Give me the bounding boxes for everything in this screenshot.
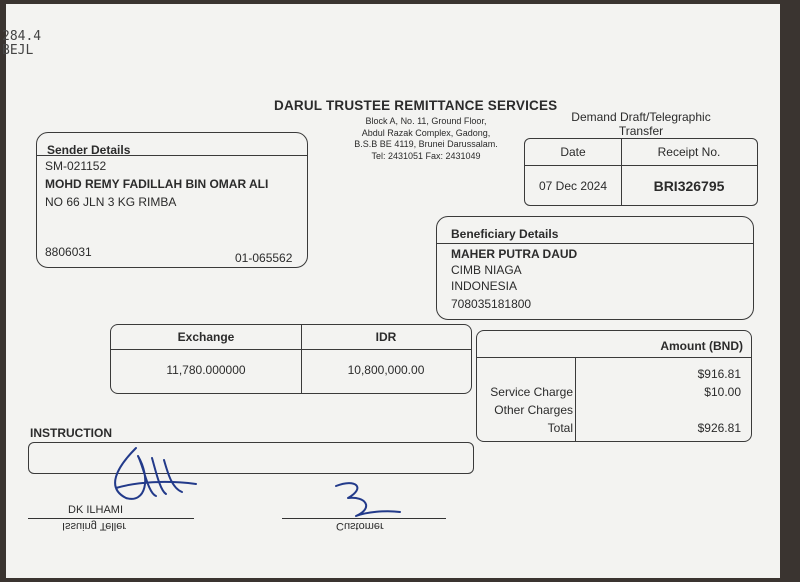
sender-details-box xyxy=(36,132,308,268)
total-label: Total xyxy=(547,421,573,435)
beneficiary-country: INDONESIA xyxy=(451,279,518,293)
sender-code: 01-065562 xyxy=(235,251,293,265)
amount-header: Amount (BND) xyxy=(660,339,743,353)
corner-line-2: BEJL xyxy=(2,43,34,58)
receipt-number: BRI326795 xyxy=(653,178,725,194)
customer-signature-line xyxy=(282,518,446,519)
sender-id: SM-021152 xyxy=(45,159,107,173)
address-line-3: B.S.B BE 4119, Brunei Darussalam. xyxy=(354,139,498,149)
company-address xyxy=(326,116,526,162)
address-line-2: Abdul Razak Complex, Gadong, xyxy=(361,127,491,138)
issuer-signature-line xyxy=(28,518,194,519)
beneficiary-account: 708035181800 xyxy=(451,297,532,311)
sender-phone: 8806031 xyxy=(45,245,92,259)
total-value: $926.81 xyxy=(697,421,741,435)
instruction-box xyxy=(28,442,474,474)
sender-name: MOHD REMY FADILLAH BIN OMAR ALI xyxy=(45,177,269,191)
sender-header: Sender Details xyxy=(47,143,131,157)
date-label: Date xyxy=(560,145,586,159)
service-charge-value: $10.00 xyxy=(704,385,741,399)
other-charges-label: Other Charges xyxy=(494,403,573,417)
doc-type-line-2: Transfer xyxy=(618,124,664,138)
issuer-name: DK ILHAMI xyxy=(68,504,124,516)
issuer-signature xyxy=(96,438,206,510)
address-line-4: Tel: 2431051 Fax: 2431049 xyxy=(371,150,481,161)
amount-box xyxy=(476,330,752,442)
beneficiary-details-box xyxy=(436,216,754,320)
beneficiary-name: MAHER PUTRA DAUD xyxy=(451,247,578,261)
exchange-box xyxy=(110,324,472,394)
date-receipt-hdivider xyxy=(525,165,757,166)
exchange-rate: 11,780.000000 xyxy=(166,363,246,377)
date-receipt-box xyxy=(524,138,758,206)
beneficiary-bank: CIMB NIAGA xyxy=(451,263,522,277)
beneficiary-header: Beneficiary Details xyxy=(451,227,559,241)
exchange-hdivider xyxy=(111,349,471,350)
instruction-header: INSTRUCTION xyxy=(30,426,112,440)
amount-vdivider xyxy=(575,357,576,441)
doc-type-line-1: Demand Draft/Telegraphic xyxy=(571,110,711,124)
sender-divider xyxy=(37,155,307,156)
corner-line-1: 284.4 xyxy=(2,29,42,44)
customer-signature xyxy=(326,474,406,524)
exchange-label: Exchange xyxy=(177,330,235,344)
sender-address: NO 66 JLN 3 KG RIMBA xyxy=(45,195,177,209)
date-value: 07 Dec 2024 xyxy=(538,179,608,193)
foreign-amount: 10,800,000.00 xyxy=(347,363,425,377)
receipt-paper xyxy=(2,4,780,578)
document-type xyxy=(566,110,716,138)
beneficiary-divider xyxy=(437,243,753,244)
service-charge-label: Service Charge xyxy=(490,385,573,399)
principal-amount: $916.81 xyxy=(697,367,741,381)
currency-label: IDR xyxy=(375,330,397,344)
address-line-1: Block A, No. 11, Ground Floor, xyxy=(365,116,487,126)
corner-print xyxy=(2,30,41,58)
company-name: DARUL TRUSTEE REMITTANCE SERVICES xyxy=(274,98,558,113)
amount-hdivider xyxy=(477,357,751,358)
issuer-label: Issuing Teller xyxy=(62,520,126,532)
customer-label: Customer xyxy=(336,520,384,532)
receipt-label: Receipt No. xyxy=(657,145,721,159)
